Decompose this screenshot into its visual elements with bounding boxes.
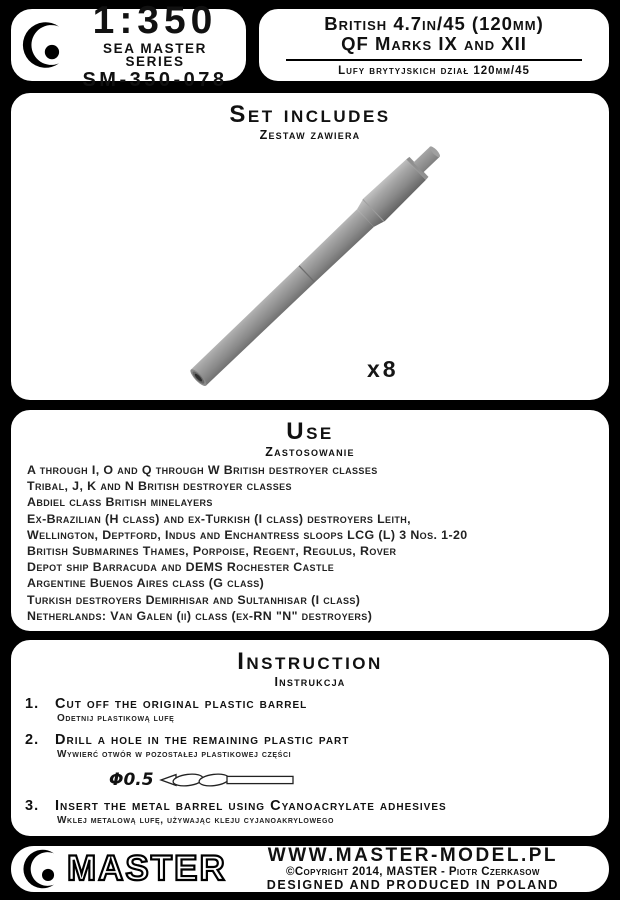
- set-includes-subtitle-pl: Zestaw zawiera: [259, 128, 361, 142]
- drill-bit-icon: [159, 771, 295, 789]
- use-line: Wellington, Deptford, Indus and Enchantress sloops LCG (L) 3 Nos. 1-20: [27, 527, 468, 542]
- step-2-number: 2.: [25, 732, 40, 748]
- product-title-line2: QF Marks IX and XII: [341, 32, 527, 54]
- product-code: SM-350-078: [82, 68, 228, 91]
- use-line: Ex-Brazilian (H class) and ex-Turkish (I class) destroyers Leith,: [27, 511, 411, 526]
- origin-text: DESIGNED AND PRODUCED IN POLAND: [266, 878, 559, 892]
- drill-diagram-row: [109, 768, 601, 792]
- step-1-text: 1. Cut off the original plastic barrel: [25, 696, 308, 712]
- quantity-label: x8: [367, 356, 399, 382]
- product-subtitle-pl: Lufy brytyjskich dział 120mm/45: [338, 64, 530, 77]
- scale-label: 1:350: [92, 0, 218, 42]
- step-2-text: 2. Drill a hole in the remaining plastic part: [25, 732, 350, 748]
- set-includes-title: Set includes: [229, 101, 391, 128]
- product-title-line1: British 4.7in/45 (120mm): [324, 12, 544, 34]
- brand-wordmark: MASTER: [67, 849, 227, 888]
- use-line: Turkish destroyers Demirhisar and Sultanhisar (I class): [27, 592, 361, 607]
- use-subtitle-pl: Zastosowanie: [265, 445, 355, 459]
- use-line: Tribal, J, K and N British destroyer classes: [27, 479, 292, 494]
- brand-panel: [8, 0, 249, 91]
- use-line: Abdiel class British minelayers: [27, 495, 213, 510]
- title-divider: [286, 59, 582, 61]
- drill-diameter-label: Φ0.5: [109, 770, 154, 790]
- use-line: British Submarines Thames, Porpoise, Regent, Regulus, Rover: [27, 544, 397, 559]
- use-line: A through I, O and Q through W British destroyer classes: [27, 463, 378, 477]
- copyright-text: ©Copyright 2014, MASTER - Piotr Czerkasow: [285, 866, 540, 878]
- step-1-text-pl: Odetnij plastikową lufę: [57, 713, 175, 724]
- series-label: SEA MASTER SERIES: [102, 40, 207, 69]
- step-2-text-pl: Wywierć otwór w pozostałej plastikowej części: [57, 749, 292, 760]
- set-includes-panel: [8, 90, 612, 403]
- step-3-text: 3. Insert the metal barrel using Cyanoacrylate adhesives: [25, 798, 447, 814]
- step-3-text-pl: Wklej metalową lufę, używając kleju cyjanoakrylowego: [57, 815, 335, 826]
- gun-barrel-illustration: [11, 93, 609, 400]
- master-logo-icon: [21, 847, 65, 891]
- use-panel: [8, 407, 612, 634]
- title-panel: [256, 6, 612, 84]
- use-title: Use: [286, 418, 334, 445]
- website-url: WWW.MASTER-MODEL.PL: [267, 845, 559, 866]
- use-line: Argentine Buenos Aires class (G class): [27, 576, 265, 591]
- product-id-block: [72, 1, 246, 90]
- use-line: Netherlands: Van Galen (ii) class (ex-RN "N" destroyers): [27, 608, 373, 623]
- step-1-number: 1.: [25, 696, 40, 712]
- use-line: Depot ship Barracuda and DEMS Rochester Castle: [27, 560, 335, 575]
- master-logo-icon: [20, 19, 72, 71]
- footer-panel: [8, 843, 612, 895]
- step-3-number: 3.: [25, 798, 40, 814]
- instruction-subtitle-pl: Instrukcja: [274, 675, 346, 689]
- instruction-steps: [25, 696, 601, 834]
- instruction-panel: [8, 637, 612, 839]
- use-list: [27, 462, 601, 624]
- instruction-title: Instruction: [237, 648, 383, 675]
- footer-info: [227, 846, 609, 892]
